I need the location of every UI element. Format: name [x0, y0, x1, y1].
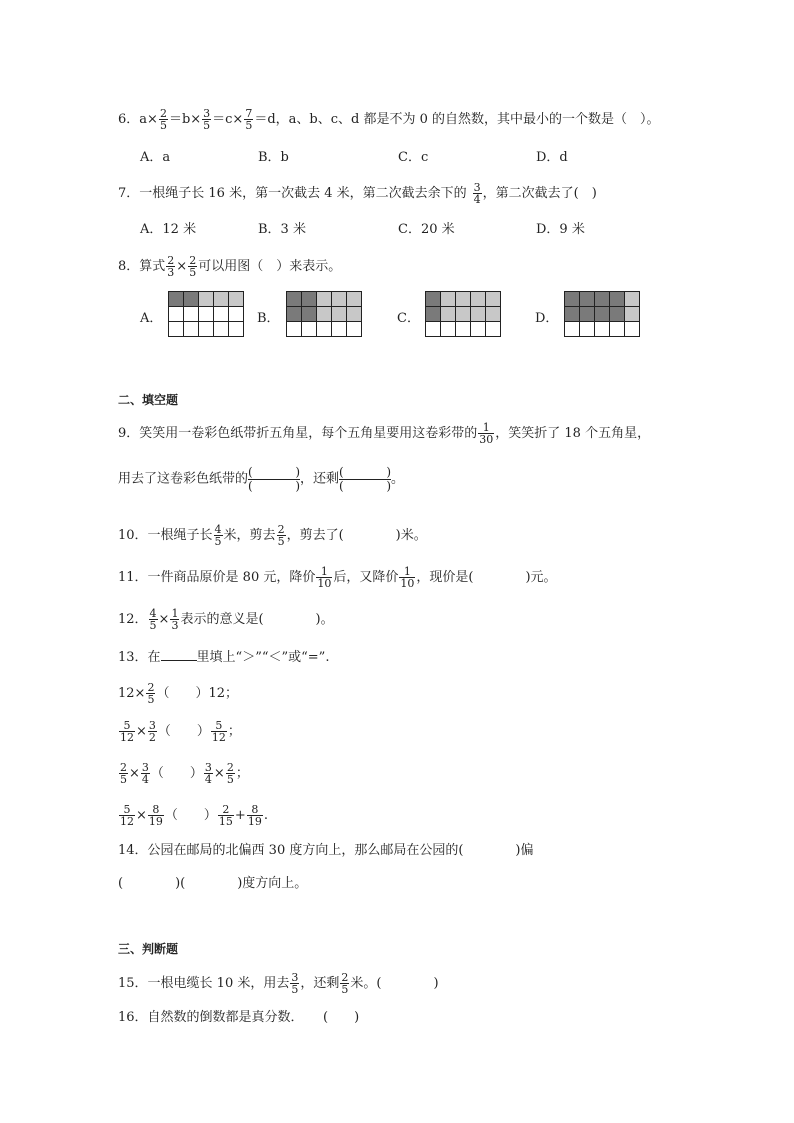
q8-figure-b[interactable] — [286, 291, 362, 337]
fraction: $\frac{5}{12}$ — [211, 719, 226, 744]
fraction: $\frac{2}{3}$ — [167, 254, 175, 279]
fraction: $\frac{3}{2}$ — [148, 719, 156, 744]
q8-label-d[interactable]: D． — [535, 311, 559, 326]
fraction: $\frac{4}{5}$ — [214, 523, 222, 548]
question-8: 8．算式 $\frac{2}{3}$ × $\frac{2}{5}$ 可以用图（ ）来表示。 — [118, 254, 342, 279]
q6-option-c[interactable]: C．c — [398, 150, 429, 165]
q8-label-a[interactable]: A． — [140, 311, 163, 326]
question-13-row-4: $\frac{5}{12}$ × $\frac{8}{19}$ （ ） $\frac{2}{15}$ + $\frac{8}{19}$ . — [120, 803, 268, 828]
fraction: $\frac{1}{30}$ — [479, 421, 494, 446]
question-11: 11．一件商品原价是 80 元，降价 $\frac{1}{10}$ 后，又降价 $\frac{1}{10}$ ，现价是( )元。 — [118, 565, 557, 590]
fraction: $\frac{1}{10}$ — [400, 565, 415, 590]
answer-blank-fraction[interactable]: ( ) ( ) — [339, 465, 392, 493]
section-heading-true-false: 三、判断题 — [118, 942, 179, 956]
fraction: $\frac{1}{3}$ — [171, 607, 179, 632]
fraction: $\frac{3}{5}$ — [291, 971, 299, 996]
q6-option-d[interactable]: D．d — [536, 150, 568, 165]
fraction: $\frac{2}{5}$ — [226, 761, 234, 786]
fraction: $\frac{7}{5}$ — [245, 107, 253, 132]
question-13-row-2: $\frac{5}{12}$ × $\frac{3}{2}$ （ ） $\frac{5}{12}$ ； — [120, 719, 241, 744]
q7-option-a[interactable]: A．12 米 — [140, 222, 197, 237]
fraction: $\frac{2}{5}$ — [147, 681, 155, 706]
q8-figure-c[interactable] — [425, 291, 501, 337]
fraction: $\frac{5}{12}$ — [120, 719, 134, 744]
fraction: $\frac{3}{4}$ — [204, 761, 212, 786]
question-12: 12． $\frac{4}{5}$ × $\frac{1}{3}$ 表示的意义是( )。 — [118, 607, 334, 632]
fraction: $\frac{8}{19}$ — [148, 803, 163, 828]
question-10: 10．一根绳子长 $\frac{4}{5}$ 米，剪去 $\frac{2}{5}$ ，剪去了( )米。 — [118, 523, 427, 548]
q8-label-c[interactable]: C． — [397, 311, 420, 326]
q6-option-a[interactable]: A．a — [140, 150, 171, 165]
fraction: $\frac{4}{5}$ — [149, 607, 157, 632]
question-15: 15．一根电缆长 10 米，用去 $\frac{3}{5}$ ，还剩 $\frac{2}{5}$ 米。( ) — [118, 971, 439, 996]
question-13: 13．在 里填上“＞”“＜”或“=”. — [118, 650, 330, 665]
fraction: $\frac{2}{5}$ — [277, 523, 285, 548]
question-7: 7．一根绳子长 16 米，第一次截去 4 米，第二次截去余下的 $\frac{3}{4}$ ，第二次截去了( ) — [118, 181, 597, 206]
fraction: $\frac{5}{12}$ — [120, 803, 134, 828]
q6-option-b[interactable]: B．b — [258, 150, 289, 165]
question-13-row-1: 12× $\frac{2}{5}$ （ ）12； — [118, 681, 238, 706]
q8-figure-d[interactable] — [564, 291, 640, 337]
compare-blank[interactable]: （ ） — [150, 766, 203, 781]
question-13-row-3: $\frac{2}{5}$ × $\frac{3}{4}$ （ ） $\frac{3}{4}$ × $\frac{2}{5}$ ； — [120, 761, 249, 786]
question-6: 6．a× $\frac{2}{5}$ ＝b× $\frac{3}{5}$ ＝c× $\frac{7}{5}$ ＝d，a、b、c、d 都是不为 0 的自然数，其中最小的一个数是（ ）。 — [118, 107, 660, 132]
compare-blank[interactable]: （ ） — [157, 724, 210, 739]
fraction: $\frac{8}{19}$ — [247, 803, 262, 828]
question-16: 16．自然数的倒数都是真分数． ( ) — [118, 1010, 360, 1025]
fraction: $\frac{1}{10}$ — [317, 565, 332, 590]
blank-underline — [161, 648, 197, 661]
fraction: $\frac{2}{5}$ — [189, 254, 197, 279]
fraction: $\frac{2}{5}$ — [120, 761, 127, 786]
compare-blank[interactable]: （ ）12； — [156, 686, 238, 701]
fraction: $\frac{3}{5}$ — [203, 107, 211, 132]
question-14: 14．公园在邮局的北偏西 30 度方向上，那么邮局在公园的( )偏 — [118, 843, 534, 858]
question-9-line-2: 用去了这卷彩色纸带的 ( ) ( ) ，还剩 ( ) ( ) 。 — [118, 465, 405, 493]
fraction: $\frac{2}{5}$ — [159, 107, 167, 132]
fraction: $\frac{3}{4}$ — [141, 761, 149, 786]
q7-option-d[interactable]: D．9 米 — [536, 222, 585, 237]
q7-option-b[interactable]: B．3 米 — [258, 222, 306, 237]
compare-blank[interactable]: （ ） — [164, 808, 217, 823]
q8-label-b[interactable]: B． — [257, 311, 280, 326]
q7-option-c[interactable]: C．20 米 — [398, 222, 455, 237]
fraction: $\frac{2}{5}$ — [341, 971, 349, 996]
question-9: 9．笑笑用一卷彩色纸带折五角星，每个五角星要用这卷彩带的 $\frac{1}{30}$ ，笑笑折了 18 个五角星， — [118, 421, 651, 446]
q8-figure-a[interactable] — [168, 291, 244, 337]
section-heading-fill-in: 二、填空题 — [118, 393, 179, 407]
fraction: $\frac{2}{15}$ — [218, 803, 233, 828]
question-14-line-2: ( )( )度方向上。 — [118, 876, 308, 891]
answer-blank-fraction[interactable]: ( ) ( ) — [248, 465, 301, 493]
fraction: $\frac{3}{4}$ — [473, 181, 481, 206]
